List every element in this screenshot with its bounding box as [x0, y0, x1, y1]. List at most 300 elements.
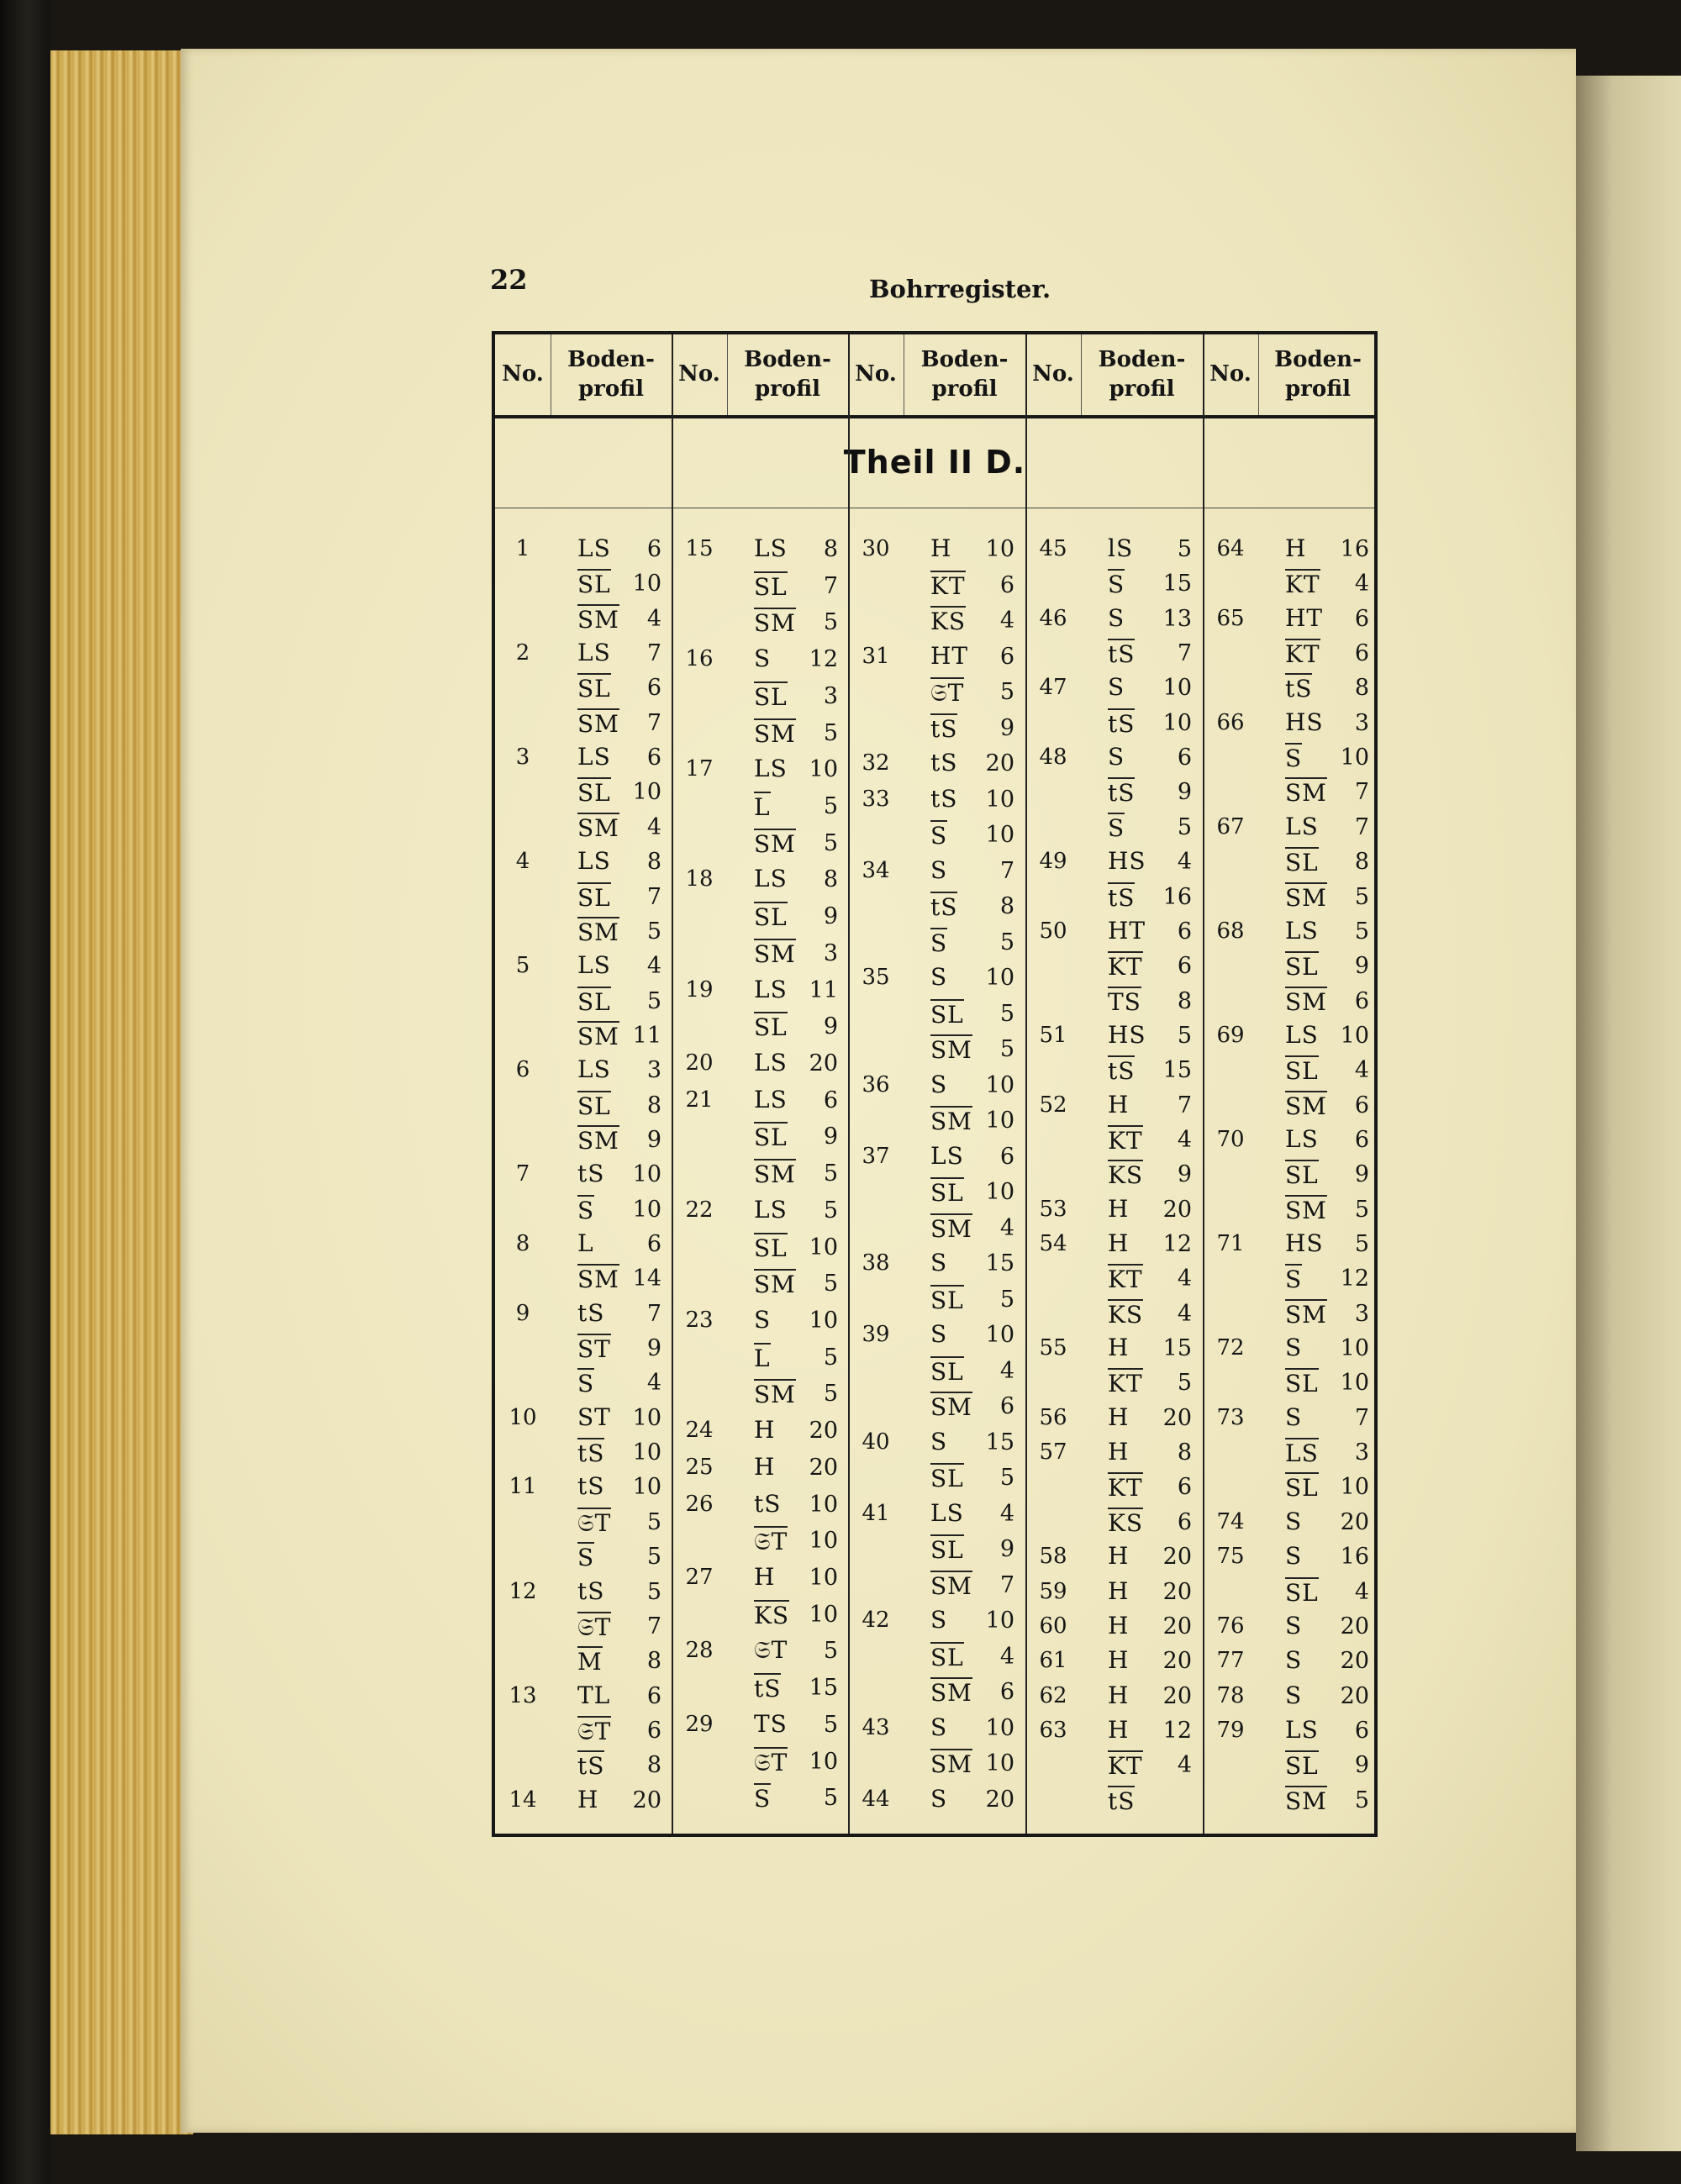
layer-thickness: 7 [646, 1300, 661, 1327]
soil-code: SL [754, 1013, 788, 1042]
soil-code: SM [754, 609, 796, 638]
bohr-number: 58 [1039, 1544, 1067, 1570]
soil-code: SL [930, 1179, 964, 1207]
layer-thickness: 4 [1354, 571, 1369, 597]
layer-thickness: 5 [1354, 1787, 1369, 1813]
soil-code: LS [1285, 1020, 1319, 1049]
layer-thickness: 20 [1340, 1613, 1369, 1639]
soil-code: H [1108, 1090, 1130, 1118]
soil-code: lS [1108, 534, 1134, 562]
soil-code: SM [1285, 1092, 1327, 1120]
layer-thickness: 10 [1162, 675, 1192, 702]
soil-code: tS [930, 749, 958, 776]
layer-thickness: 8 [823, 536, 838, 562]
soil-code: LS [754, 1195, 788, 1224]
soil-code: 𝔖T [930, 679, 965, 707]
bohr-number: 31 [862, 643, 890, 669]
layer-thickness: 12 [1162, 1231, 1192, 1258]
layer-thickness: 20 [1162, 1196, 1192, 1223]
soil-code: SL [577, 883, 611, 912]
layer-thickness: 6 [1354, 1126, 1369, 1153]
layer-thickness: 15 [1162, 1335, 1192, 1362]
layer-thickness: 8 [646, 1092, 661, 1118]
bohr-number: 3 [515, 745, 530, 771]
bohr-number: 30 [862, 536, 890, 561]
layer-thickness: 4 [646, 1370, 661, 1397]
layer-thickness: 10 [632, 1196, 661, 1223]
soil-code: SM [1285, 1196, 1327, 1224]
soil-code: SM [930, 1108, 972, 1135]
soil-code: SL [754, 572, 788, 601]
bohr-number: 75 [1216, 1544, 1245, 1570]
layer-thickness: 3 [646, 1057, 661, 1084]
bohr-number: 59 [1039, 1578, 1067, 1604]
bohr-number: 68 [1216, 918, 1245, 944]
soil-code: KT [1108, 1266, 1143, 1294]
layer-thickness: 5 [1354, 918, 1369, 945]
soil-code: SL [1285, 1161, 1319, 1190]
layer-thickness: 10 [985, 1714, 1014, 1741]
layer-thickness: 12 [809, 646, 838, 673]
layer-thickness: 5 [823, 1271, 838, 1297]
soil-code: SL [930, 1536, 964, 1564]
layer-thickness: 4 [999, 1214, 1014, 1241]
soil-code: S [930, 929, 948, 957]
soil-code: H [1285, 534, 1307, 562]
layer-thickness: 7 [1354, 813, 1369, 840]
soil-code: SM [754, 829, 796, 858]
header-bodenprofil [1258, 334, 1378, 415]
layer-thickness: 4 [1177, 1266, 1192, 1292]
soil-code: ST [577, 1335, 611, 1364]
soil-code: S [1108, 813, 1125, 842]
layer-thickness: 5 [646, 1578, 661, 1605]
soil-code: LS [930, 1498, 964, 1527]
column-divider [1203, 334, 1204, 1834]
soil-code: tS [1108, 1787, 1136, 1815]
layer-thickness: 10 [632, 1404, 661, 1431]
soil-code: KT [1108, 1126, 1143, 1155]
layer-thickness: 4 [1177, 1300, 1192, 1327]
layer-thickness: 4 [999, 1357, 1014, 1384]
layer-thickness: 12 [1162, 1717, 1192, 1744]
layer-thickness: 20 [1162, 1544, 1192, 1571]
header-profile-line1: Boden- [567, 346, 655, 372]
bohr-number: 61 [1039, 1648, 1067, 1674]
bohr-number: 76 [1216, 1613, 1245, 1639]
bohr-number: 78 [1216, 1682, 1245, 1708]
layer-thickness: 10 [1340, 1335, 1369, 1362]
soil-code: tS [1108, 779, 1136, 808]
bohr-number: 47 [1039, 675, 1067, 701]
soil-code: LS [577, 743, 611, 771]
soil-code: L [754, 793, 771, 821]
soil-code: HS [1108, 847, 1146, 876]
soil-code: SL [1285, 1057, 1319, 1086]
soil-code: SL [1285, 1752, 1319, 1781]
bohr-number: 73 [1216, 1404, 1245, 1430]
layer-thickness: 20 [1340, 1508, 1369, 1535]
layer-thickness: 10 [1340, 1370, 1369, 1397]
soil-code: LS [1285, 916, 1319, 945]
layer-thickness: 20 [1162, 1648, 1192, 1675]
soil-code: tS [577, 1160, 605, 1188]
soil-code: H [930, 534, 952, 562]
soil-code: SM [754, 719, 796, 748]
layer-thickness: 6 [999, 1143, 1014, 1170]
layer-thickness: 4 [1177, 1752, 1192, 1779]
bohr-number: 43 [862, 1714, 890, 1740]
layer-thickness: 6 [999, 643, 1014, 670]
soil-code: SL [754, 903, 788, 932]
soil-code: HS [1108, 1020, 1146, 1049]
bohr-number: 11 [509, 1474, 537, 1500]
soil-code: SL [577, 571, 611, 599]
layer-thickness: 5 [999, 1036, 1014, 1062]
layer-thickness: 9 [646, 1126, 661, 1153]
soil-code: SM [577, 1126, 619, 1155]
soil-code: LS [577, 951, 611, 980]
header-profile-line1: Boden- [1098, 346, 1186, 372]
layer-thickness: 5 [823, 719, 838, 746]
soil-code: LS [577, 847, 611, 876]
header-profile-line2: profil [1285, 376, 1351, 402]
soil-code: SL [1285, 849, 1319, 877]
layer-thickness: 8 [646, 849, 661, 876]
soil-code: S [930, 1713, 948, 1741]
layer-thickness: 6 [646, 745, 661, 771]
soil-code: SM [930, 1393, 972, 1421]
soil-code: SM [754, 1271, 796, 1299]
soil-code: KT [1108, 1370, 1143, 1398]
layer-thickness: 6 [1177, 918, 1192, 945]
layer-thickness: 4 [999, 1643, 1014, 1670]
layer-thickness: 8 [646, 1752, 661, 1779]
bohr-number: 74 [1216, 1508, 1245, 1534]
header-profile-line2: profil [1109, 376, 1175, 402]
soil-code: tS [1285, 675, 1313, 703]
layer-thickness: 8 [1177, 1439, 1192, 1466]
soil-code: H [1108, 1194, 1130, 1223]
column-divider [672, 334, 673, 1834]
soil-code: SM [577, 1022, 619, 1050]
layer-thickness: 9 [1177, 1161, 1192, 1188]
soil-code: KT [1285, 571, 1320, 599]
layer-thickness: 10 [632, 779, 661, 806]
soil-code: SL [577, 987, 611, 1016]
soil-code: SL [577, 1092, 611, 1120]
bohr-number: 28 [685, 1638, 714, 1664]
bohr-number: 41 [862, 1500, 890, 1526]
header-no: No. [678, 361, 720, 387]
bohr-number: 19 [685, 976, 714, 1003]
bohr-number: 65 [1216, 605, 1245, 631]
bohr-number: 42 [862, 1608, 890, 1633]
soil-code: LS [754, 755, 788, 783]
soil-code: SM [930, 1571, 972, 1600]
soil-code: S [1108, 673, 1125, 702]
page-title: Bohrregister. [869, 275, 1051, 303]
layer-thickness: 5 [646, 987, 661, 1014]
header-bodenprofil [1081, 334, 1203, 415]
soil-code: SM [754, 1381, 796, 1409]
soil-code: tS [577, 1439, 605, 1468]
layer-thickness: 20 [632, 1787, 661, 1813]
soil-code: HS [1285, 1229, 1324, 1258]
layer-thickness: 9 [646, 1335, 661, 1362]
soil-code: KS [1108, 1161, 1144, 1190]
layer-thickness: 6 [1177, 1508, 1192, 1535]
soil-code: L [577, 1229, 594, 1258]
layer-thickness: 5 [823, 793, 838, 819]
bohr-number: 55 [1039, 1335, 1067, 1361]
bohr-number: 39 [862, 1322, 890, 1347]
layer-thickness: 4 [646, 605, 661, 632]
page-edges [50, 50, 193, 2134]
soil-code: KT [1108, 1752, 1143, 1781]
layer-thickness: 6 [1354, 987, 1369, 1014]
soil-code: tS [577, 1472, 605, 1501]
bohr-number: 53 [1039, 1196, 1067, 1222]
header-bodenprofil [727, 334, 848, 415]
soil-code: S [1108, 571, 1125, 599]
header-no: No. [855, 361, 897, 387]
soil-code: SL [754, 1124, 788, 1152]
soil-code: LS [577, 534, 611, 562]
soil-code: LS [754, 1085, 788, 1113]
soil-code: tS [1108, 640, 1136, 669]
soil-code: SM [930, 1750, 972, 1778]
layer-thickness: 6 [646, 1717, 661, 1744]
bohr-number: 37 [862, 1143, 890, 1169]
layer-thickness: 8 [999, 893, 1014, 919]
layer-thickness: 7 [646, 709, 661, 736]
layer-thickness: 10 [1340, 1474, 1369, 1501]
soil-code: tS [754, 1675, 782, 1703]
soil-code: SM [930, 1036, 972, 1064]
soil-code: H [1108, 1438, 1130, 1466]
soil-code: SM [577, 709, 619, 738]
soil-code: S [1108, 603, 1125, 632]
soil-code: SL [930, 1465, 964, 1492]
layer-thickness: 5 [999, 679, 1014, 705]
soil-code: LS [1285, 1439, 1319, 1468]
layer-thickness: 15 [1162, 571, 1192, 597]
soil-code: S [1285, 1402, 1303, 1431]
layer-thickness: 10 [1340, 745, 1369, 771]
layer-thickness: 9 [1354, 1161, 1369, 1188]
soil-code: KT [1108, 1474, 1143, 1502]
bohr-number: 4 [515, 849, 530, 875]
facing-page-edge [1576, 76, 1681, 2151]
bohr-number: 51 [1039, 1022, 1067, 1048]
soil-code: SM [577, 813, 619, 842]
soil-code: S [1285, 1611, 1303, 1639]
layer-thickness: 10 [809, 1528, 838, 1555]
bohr-number: 45 [1039, 536, 1067, 561]
bohr-number: 22 [685, 1197, 714, 1223]
soil-code: S [930, 1606, 948, 1634]
layer-thickness: 6 [1177, 1474, 1192, 1501]
soil-code: H [1108, 1334, 1130, 1362]
layer-thickness: 5 [1354, 1196, 1369, 1223]
bohr-number: 14 [509, 1787, 537, 1813]
soil-code: ST [577, 1402, 611, 1431]
soil-code: S [1108, 743, 1125, 771]
soil-code: KT [930, 571, 966, 600]
soil-code: KS [754, 1601, 790, 1629]
soil-code: H [754, 1452, 776, 1481]
soil-code: S [577, 1196, 595, 1224]
layer-thickness: 20 [1340, 1682, 1369, 1709]
soil-code: H [1108, 1715, 1130, 1744]
layer-thickness: 10 [985, 536, 1014, 562]
section-title: Theil II D. [843, 444, 1026, 481]
bohr-number: 66 [1216, 709, 1245, 735]
header-profile-line1: Boden- [744, 346, 831, 372]
soil-code: KS [930, 608, 967, 635]
layer-thickness: 5 [646, 918, 661, 945]
soil-code: tS [754, 1489, 782, 1518]
layer-thickness: 10 [632, 571, 661, 597]
layer-thickness: 7 [1354, 779, 1369, 806]
bohr-number: 20 [685, 1050, 714, 1076]
soil-code: SM [754, 1160, 796, 1189]
layer-thickness: 8 [1354, 675, 1369, 702]
soil-code: tS [577, 1752, 605, 1781]
soil-code: S [1285, 1542, 1303, 1571]
bohr-number: 17 [685, 756, 714, 782]
header-profile-line1: Boden- [1274, 346, 1362, 372]
bohr-number: 56 [1039, 1404, 1067, 1430]
soil-code: S [577, 1370, 595, 1398]
layer-thickness: 12 [1340, 1266, 1369, 1292]
soil-code: HT [1108, 916, 1146, 945]
soil-code: TS [1108, 987, 1141, 1016]
layer-thickness: 10 [985, 1322, 1014, 1348]
layer-thickness: 5 [823, 609, 838, 636]
soil-code: 𝔖T [754, 1636, 788, 1665]
soil-code: LS [1285, 1124, 1319, 1153]
soil-code: KS [1108, 1508, 1144, 1537]
soil-code: SL [577, 675, 611, 703]
layer-thickness: 7 [646, 883, 661, 910]
layer-thickness: 9 [999, 1536, 1014, 1562]
bohr-number: 54 [1039, 1231, 1067, 1257]
layer-thickness: 10 [632, 1474, 661, 1501]
soil-code: 𝔖T [577, 1717, 612, 1745]
layer-thickness: 6 [1354, 640, 1369, 667]
book-spine [0, 0, 50, 2184]
bohr-number: 57 [1039, 1439, 1067, 1466]
layer-thickness: 4 [646, 953, 661, 980]
layer-thickness: 4 [999, 608, 1014, 634]
soil-code: SM [930, 1214, 972, 1243]
layer-thickness: 9 [1354, 1752, 1369, 1779]
layer-thickness: 6 [1177, 745, 1192, 771]
layer-thickness: 7 [1354, 1404, 1369, 1431]
layer-thickness: 10 [985, 1608, 1014, 1634]
layer-thickness: 16 [1340, 1544, 1369, 1571]
header-no: No. [502, 361, 544, 387]
layer-thickness: 20 [1340, 1648, 1369, 1675]
bohr-number: 27 [685, 1565, 714, 1590]
column-divider [1025, 334, 1027, 1834]
soil-code: SL [754, 1234, 788, 1262]
layer-thickness: 10 [1340, 1022, 1369, 1049]
soil-code: S [1285, 1266, 1303, 1294]
bohrregister-table [492, 331, 1378, 1837]
soil-code: LS [577, 639, 611, 667]
layer-thickness: 5 [999, 1465, 1014, 1491]
soil-code: SM [1285, 987, 1327, 1016]
layer-thickness: 10 [809, 1234, 838, 1260]
layer-thickness: 7 [999, 857, 1014, 884]
header-bodenprofil [551, 334, 672, 415]
bohr-number: 24 [685, 1418, 714, 1444]
layer-thickness: 6 [999, 1393, 1014, 1419]
soil-code: S [1285, 1507, 1303, 1535]
layer-thickness: 5 [823, 829, 838, 856]
bohr-number: 10 [509, 1404, 537, 1430]
bohr-number: 44 [862, 1786, 890, 1812]
soil-code: tS [930, 714, 958, 743]
bohr-number: 25 [685, 1454, 714, 1480]
layer-thickness: 6 [1354, 1717, 1369, 1744]
header-bodenprofil [904, 334, 1025, 415]
soil-code: H [754, 1563, 776, 1591]
soil-code: S [930, 855, 948, 884]
layer-thickness: 14 [632, 1266, 661, 1292]
layer-thickness: 8 [646, 1648, 661, 1675]
soil-code: 𝔖T [754, 1748, 788, 1776]
column-divider [848, 334, 850, 1834]
layer-thickness: 20 [1162, 1578, 1192, 1605]
layer-thickness: 5 [1177, 1370, 1192, 1397]
soil-code: SL [1285, 1578, 1319, 1607]
soil-code: SM [930, 1679, 972, 1707]
layer-thickness: 3 [1354, 1300, 1369, 1327]
bohr-number: 18 [685, 866, 714, 892]
bohr-number: 6 [515, 1057, 530, 1083]
soil-code: S [930, 1784, 948, 1813]
layer-thickness: 5 [823, 1344, 838, 1371]
soil-code: SM [577, 918, 619, 946]
soil-code: tS [577, 1576, 605, 1605]
layer-thickness: 20 [985, 750, 1014, 776]
layer-thickness: 5 [999, 1286, 1014, 1313]
soil-code: LS [754, 534, 788, 562]
layer-thickness: 20 [1162, 1613, 1192, 1639]
layer-thickness: 20 [809, 1454, 838, 1481]
bohr-number: 23 [685, 1308, 714, 1333]
bohr-number: 67 [1216, 813, 1245, 839]
layer-thickness: 6 [646, 1231, 661, 1258]
layer-thickness: 5 [1177, 536, 1192, 562]
layer-thickness: 5 [646, 1508, 661, 1535]
soil-code: SL [1285, 953, 1319, 981]
soil-code: HT [930, 641, 969, 670]
soil-code: TS [754, 1709, 788, 1738]
layer-thickness: 4 [1354, 1057, 1369, 1084]
layer-thickness: 10 [985, 1108, 1014, 1134]
layer-thickness: 7 [1177, 1092, 1192, 1118]
soil-code: H [1108, 1646, 1130, 1675]
layer-thickness: 5 [823, 1381, 838, 1408]
soil-code: S [1285, 745, 1303, 773]
layer-thickness: 6 [823, 1087, 838, 1113]
layer-thickness: 20 [809, 1418, 838, 1445]
